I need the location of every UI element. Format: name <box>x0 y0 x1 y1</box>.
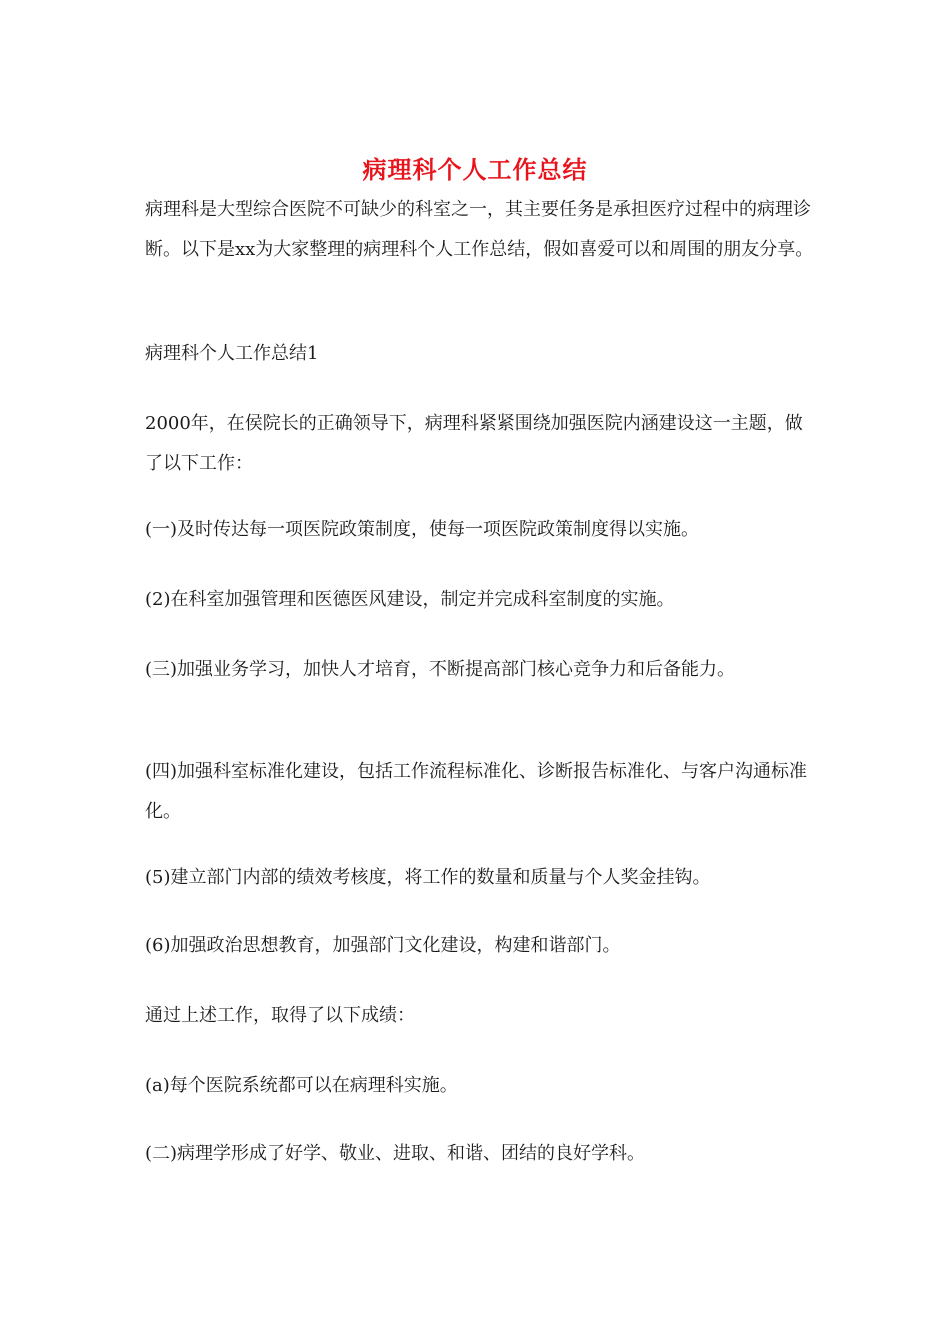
document-title: 病理科个人工作总结 <box>362 156 588 184</box>
list-item: (2)在科室加强管理和医德医风建设，制定并完成科室制度的实施。 <box>145 589 675 610</box>
list-item: (6)加强政治思想教育，加强部门文化建设，构建和谐部门。 <box>145 935 621 956</box>
list-item: (一)及时传达每一项医院政策制度，使每一项医院政策制度得以实施。 <box>145 519 700 540</box>
body-paragraph: 通过上述工作，取得了以下成绩： <box>145 1005 415 1026</box>
intro-paragraph: 病理科是大型综合医院不可缺少的科室之一，其主要任务是承担医疗过程中的病理诊断。以下是xx为大家整理的病理科个人工作总结，假如喜爱可以和周围的朋友分享。 <box>145 199 814 260</box>
list-item: (三)加强业务学习，加快人才培育，不断提高部门核心竞争力和后备能力。 <box>145 659 736 680</box>
body-paragraph: 2000年，在侯院长的正确领导下，病理科紧紧围绕加强医院内涵建设这一主题，做了以下工作： <box>145 413 803 474</box>
list-item: (a)每个医院系统都可以在病理科实施。 <box>145 1075 458 1096</box>
section-heading: 病理科个人工作总结1 <box>145 343 319 364</box>
list-item: (二)病理学形成了好学、敬业、进取、和谐、团结的良好学科。 <box>145 1143 646 1164</box>
list-item: (5)建立部门内部的绩效考核度，将工作的数量和质量与个人奖金挂钩。 <box>145 867 711 888</box>
list-item: (四)加强科室标准化建设，包括工作流程标准化、诊断报告标准化、与客户沟通标准化。 <box>145 761 808 822</box>
